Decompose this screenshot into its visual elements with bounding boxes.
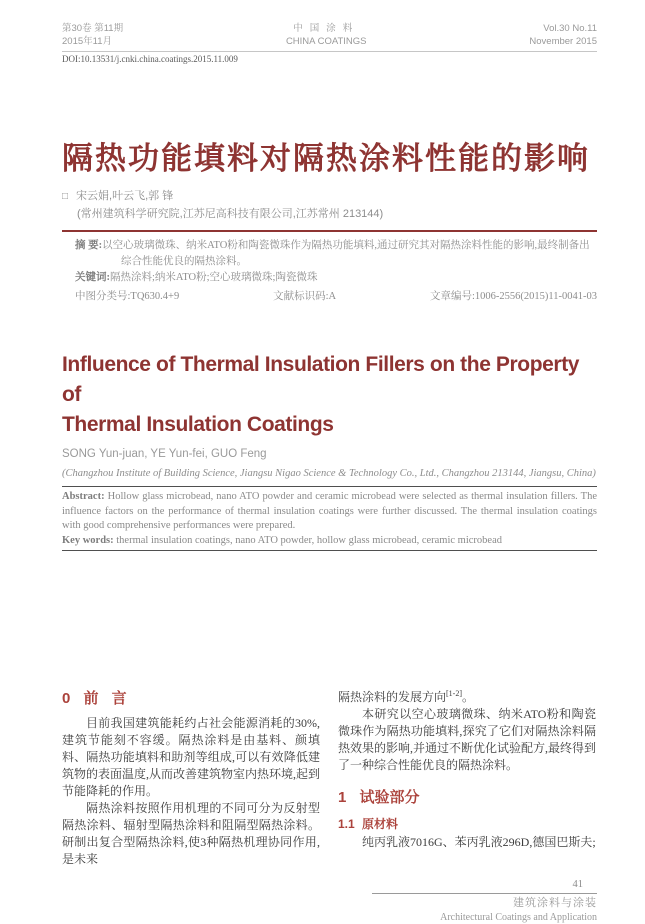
abstract-en-text: Hollow glass microbead, nano ATO powder and ceramic microbead were selected as thermal insulation fillers. The influence factors on the performance of thermal insulation coatings were further discussed. The thermal insulation coatings with good comprehensive performances were prepared. (62, 491, 598, 531)
journal-name-en: CHINA COATINGS (285, 36, 367, 47)
author-square-marker: □ (62, 191, 69, 202)
article-title-en-line1: Influence of Thermal Insulation Fillers on the Property of (62, 353, 580, 406)
keywords-cn-text: 隔热涂料;纳米ATO粉;空心玻璃微珠;陶瓷微珠 (110, 272, 318, 283)
footer-rule (372, 893, 597, 894)
article-title-en-line2: Thermal Insulation Coatings (62, 413, 334, 436)
keywords-en-text: thermal insulation coatings, nano ATO powder, hollow glass microbead, ceramic microbead (116, 534, 502, 546)
footer-journal-en: Architectural Coatings and Application (440, 912, 597, 923)
body-columns (62, 689, 597, 868)
keywords-en (62, 534, 597, 549)
footer-journal-cn: 建筑涂料与涂装 (513, 897, 597, 909)
keywords-cn-label: 关键词: (75, 272, 110, 283)
left-column (62, 689, 320, 868)
journal-header (62, 22, 597, 52)
abstract-cn (75, 238, 597, 269)
abstract-en-label: Abstract: (62, 491, 105, 502)
section-1-heading: 1 试验部分 (338, 789, 420, 806)
divider-rule-top (62, 486, 597, 487)
authors-cn (62, 189, 597, 204)
authors-en: SONG Yun-juan, YE Yun-fei, GUO Feng (62, 448, 267, 460)
document-code: 文献标识码:A (273, 290, 337, 302)
article-id: 文章编号:1006-2556(2015)11-0041-03 (429, 290, 597, 302)
date-en: November 2015 (529, 36, 597, 47)
section-1-block (338, 788, 596, 851)
clc-number: 中图分类号:TQ630.4+9 (75, 290, 180, 302)
right-column (338, 689, 596, 868)
reference-marker: [1-2] (446, 689, 463, 698)
page-footer (372, 878, 597, 924)
divider-rule-bottom (62, 550, 597, 551)
affiliation-cn: (常州建筑科学研究院,江苏尼高科技有限公司,江苏常州 213144) (77, 208, 384, 220)
keywords-en-label: Key words: (62, 534, 114, 546)
paragraph: 纯丙乳液7016G、苯丙乳液296D,德国巴斯夫; (362, 835, 596, 849)
volume-issue-cn: 第30卷 第11期 (62, 23, 124, 34)
article-title-cn: 隔热功能填料对隔热涂料性能的影响 (62, 141, 590, 176)
abstract-en-block (62, 490, 597, 548)
article-title-en (62, 350, 597, 440)
abstract-en (62, 490, 597, 534)
author-names-cn: 宋云娟,叶云飞,郭 锋 (76, 190, 174, 202)
journal-name-cn: 中国涂料 (293, 23, 360, 34)
header-right (529, 22, 597, 48)
volume-issue-en: Vol.30 No.11 (543, 23, 597, 34)
abstract-cn-text: 以空心玻璃微珠、纳米ATO粉和陶瓷微珠作为隔热功能填料,通过研究其对隔热涂料性能的影响,最终制备出综合性能优良的隔热涂料。 (102, 240, 590, 267)
paragraph: 本研究以空心玻璃微珠、纳米ATO粉和陶瓷微珠作为隔热功能填料,探究了它们对隔热涂料隔热效果的影响,并通过不断优化试验配方,最终得到了一种综合性能优良的隔热涂料。 (338, 707, 597, 772)
header-center (286, 22, 367, 48)
red-divider-rule (62, 230, 597, 232)
date-cn: 2015年11月 (62, 36, 112, 47)
keywords-cn (75, 270, 597, 286)
page-number: 41 (572, 879, 583, 890)
abstract-cn-label: 摘 要: (75, 240, 103, 251)
header-left (62, 22, 123, 48)
paragraph: 目前我国建筑能耗约占社会能源消耗的30%,建筑节能刻不容缓。隔热涂料是由基料、颜填料、隔热功能填料和助剂等组成,可以有效降低建筑物的表面温度,从而改善建筑物室内热环境,起到节能降耗的作用。 (62, 716, 321, 798)
section-1-1-heading: 1.1 原材料 (338, 817, 399, 831)
classification-row (75, 289, 597, 305)
abstract-cn-block (62, 238, 597, 304)
paragraph: 隔热涂料按照作用机理的不同可分为反射型隔热涂料、辐射型隔热涂料和阻隔型隔热涂料。研制出复合型隔热涂料,使3种隔热机理协同作用,是未来 (62, 801, 320, 866)
affiliation-en: (Changzhou Institute of Building Science, Jiangsu Nigao Science & Technology Co., Ltd., Changzhou 213144, Jiangsu, China) (62, 468, 596, 479)
doi-line: DOI:10.13531/j.cnki.china.coatings.2015.11.009 (62, 54, 238, 64)
section-0-heading: 0 前 言 (62, 690, 127, 707)
paragraph-continuation: 隔热涂料的发展方向[1-2]。 (338, 689, 475, 704)
